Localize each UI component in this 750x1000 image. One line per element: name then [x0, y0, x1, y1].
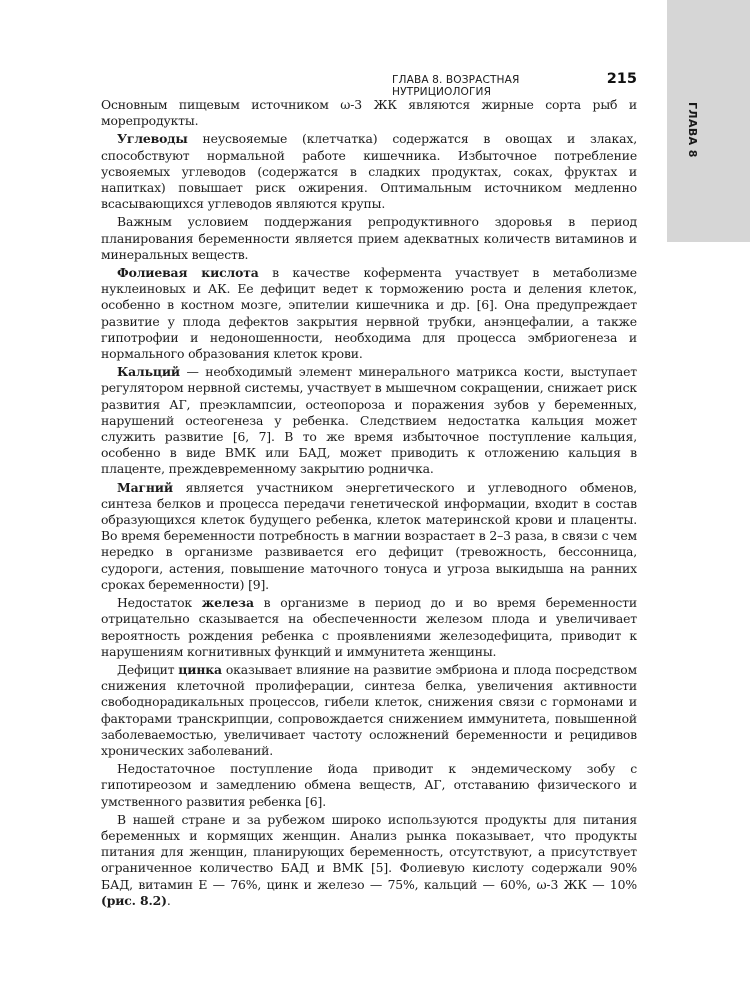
paragraph-zinc: Дефицит цинка оказывает влияние на развитие эмбриона и плода посредством снижения клеточной пролиферации, синтеза белка, увеличения активности свободнорадикальных процессов, гибели клеток, снижения связи с гормонами и факторами транскрипции, сопровождается снижением иммунитета, повышенной заболеваемостью, увеличивает частоту осложнений беременности и рецидивов хронических заболеваний.: [101, 661, 637, 758]
paragraph-magnesium: Магний является участником энергетического и углеводного обменов, синтеза белков и процесса передачи генетической информации, входит в состав образующихся клеток будущего ребенка, клеток материнской крови и плаценты. Во время беременности потребность в магнии возрастает в 2–3 раза, в связи с чем нередко в организме развивается его дефицит (тревожность, бессонница, судороги, астения, повышение маточного тонуса и угроза выкидыша на ранних сроках беременности) [9].: [101, 479, 637, 592]
paragraph-folic-acid: Фолиевая кислота в качестве кофермента участвует в метаболизме нуклеиновых и АК. Ее дефицит ведет к торможению роста и деления клеток, особенно в костном мозге, эпителии кишечника и др. [6]. Она предупреждает развитие у плода дефектов закрытия нервной трубки, анэнцефалии, а также гипотрофии и недоношенности, необходима для процесса эмбриогенеза и нормального образования клеток крови.: [101, 265, 637, 362]
term-folic-acid: Фолиевая кислота: [117, 265, 259, 281]
paragraph-calcium: Кальций — необходимый элемент минерального матрикса кости, выступает регулятором нервной системы, участвует в мышечном сокращении, снижает риск развития АГ, преэклампсии, остеопороза и поражения зубов у беременных, нарушений остеогенеза у ребенка. Следствием недостатка кальция может служить развитие [6, 7]. В то же время избыточное поступление кальция, особенно в виде ВМК или БАД, может приводить к отложению кальция в плаценте, преждевременному закрытию родничка.: [101, 364, 637, 477]
figure-reference: (рис. 8.2): [101, 892, 167, 908]
body-text: [101, 97, 637, 911]
term-calcium: Кальций: [117, 364, 180, 380]
page-number: 215: [606, 71, 637, 87]
term-carbohydrates: Углеводы: [117, 131, 188, 147]
running-head: [392, 71, 637, 98]
running-title: ГЛАВА 8. ВОЗРАСТНАЯ НУТРИЦИОЛОГИЯ: [392, 74, 520, 98]
term-iron: железа: [201, 595, 254, 611]
paragraph-iodine: Недостаточное поступление йода приводит к эндемическому зобу с гипотиреозом и замедлению обмена веществ, АГ, отставанию физического и умственного развития ребенка [6].: [101, 761, 637, 809]
paragraph-vitamins-minerals: Важным условием поддержания репродуктивного здоровья в период планирования беременности является прием адекватных количеств витаминов и минеральных веществ.: [101, 214, 637, 262]
term-zinc: цинка: [178, 661, 222, 677]
chapter-tab: [667, 0, 750, 242]
chapter-tab-label: ГЛАВА 8: [686, 102, 699, 158]
paragraph-carbohydrates: Углеводы неусвояемые (клетчатка) содержатся в овощах и злаках, способствуют нормальной работе кишечника. Избыточное потребление усвояемых углеводов (содержатся в сладких продуктах, соках, фруктах и напитках) повышает риск ожирения. Оптимальным источником медленно всасывающихся углеводов являются крупы.: [101, 131, 637, 212]
paragraph-market-analysis: В нашей стране и за рубежом широко используются продукты для питания беременных и кормящих женщин. Анализ рынка показывает, что продукты питания для женщин, планирующих беременность, отсутствуют, а присутствует ограниченное количество БАД и ВМК [5]. Фолиевую кислоту содержали 90% БАД, витамин Е — 76%, цинк и железо — 75%, кальций — 60%, ω-3 ЖК — 10% (рис. 8.2).: [101, 811, 637, 908]
paragraph-omega3-sources: Основным пищевым источником ω-3 ЖК являются жирные сорта рыб и морепродукты.: [101, 97, 637, 129]
paragraph-iron: Недостаток железа в организме в период до и во время беременности отрицательно сказывается на обеспеченности железом плода и увеличивает вероятность рождения ребенка с проявлениями железодефицита, приводит к нарушениям когнитивных функций и иммунитета женщины.: [101, 595, 637, 659]
term-magnesium: Магний: [117, 479, 173, 495]
